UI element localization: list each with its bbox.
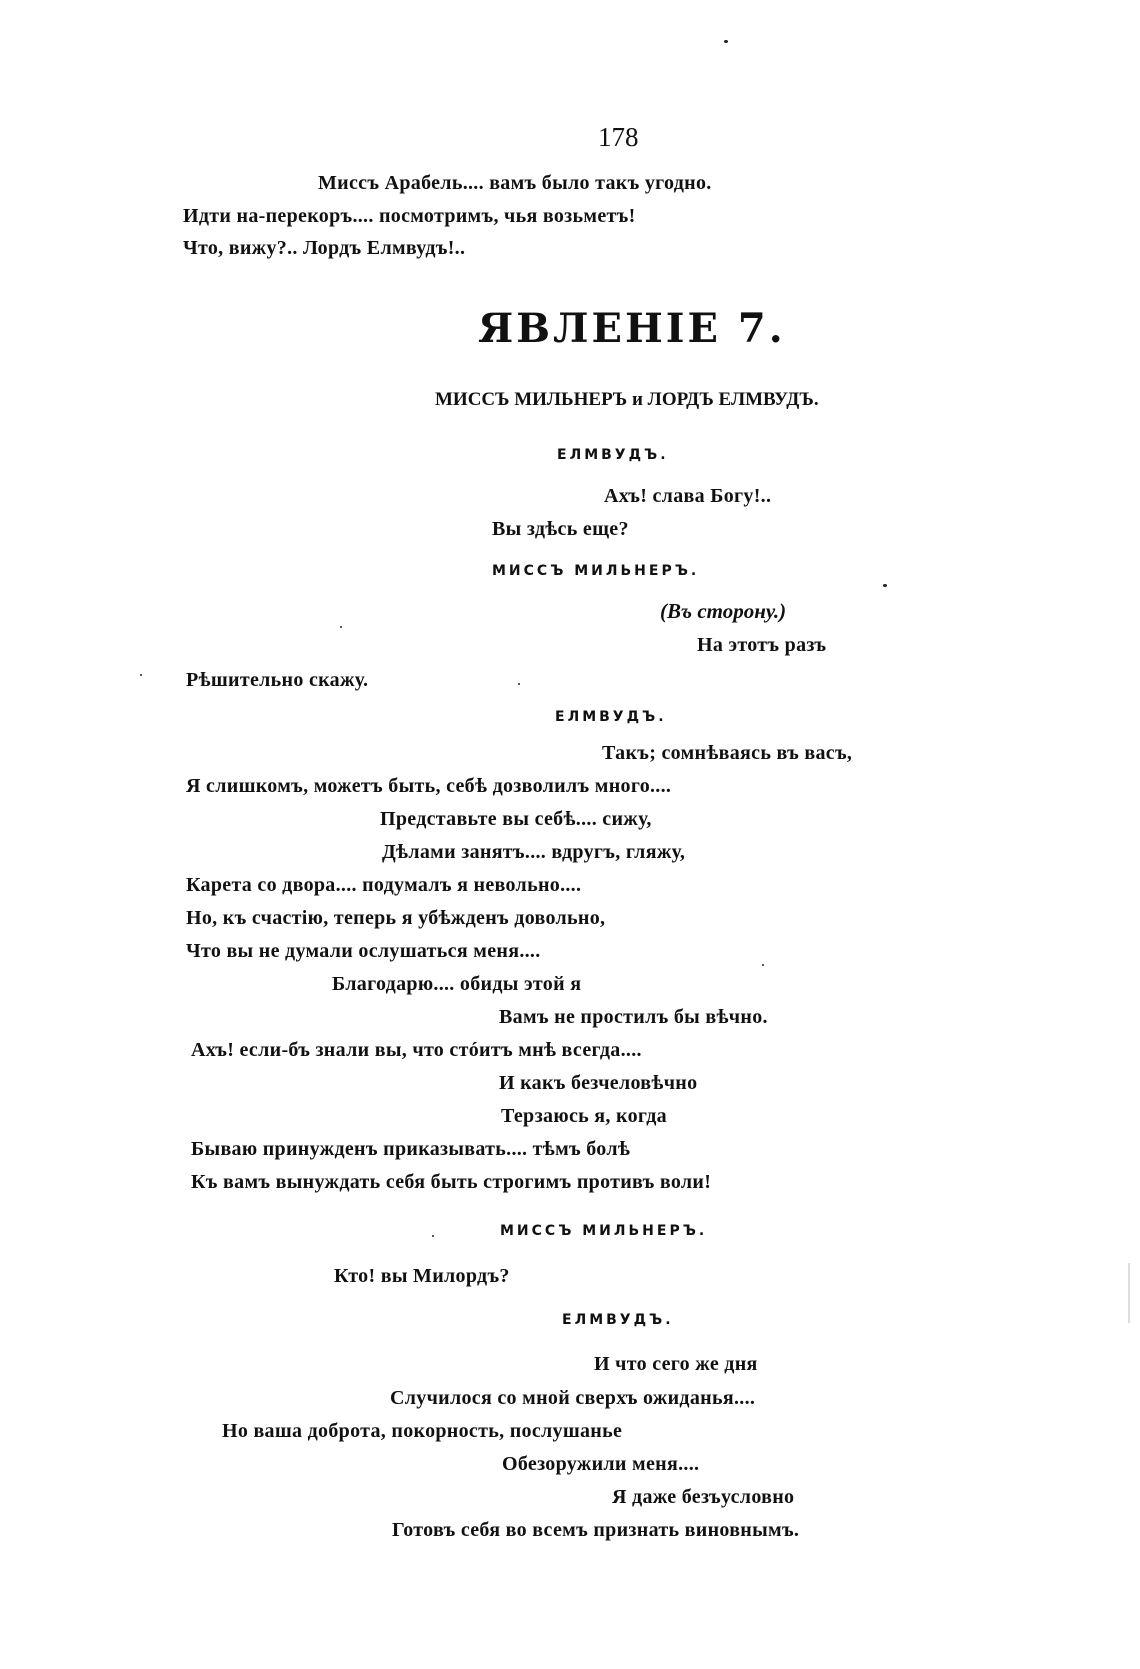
print-speck: [340, 626, 342, 628]
verse-line: Я даже безъусловно: [612, 1486, 795, 1508]
verse-line: Вы здѣсь еще?: [492, 518, 629, 540]
speaker-name: ЕЛМВУДЪ.: [555, 709, 667, 725]
verse-line: Но, къ счастію, теперь я убѣжденъ довольно,: [186, 907, 606, 929]
verse-line: Миссъ Арабель.... вамъ было такъ угодно.: [318, 172, 712, 194]
verse-line: Что, вижу?.. Лордъ Елмвудъ!..: [183, 237, 466, 259]
page-number: 178: [598, 122, 639, 152]
verse-line: Бываю принужденъ приказывать.... тѣмъ болѣ: [191, 1138, 631, 1160]
print-speck: [432, 1235, 434, 1237]
verse-line: Ахъ! если-бъ знали вы, что стóитъ мнѣ всегда....: [191, 1039, 642, 1061]
print-speck: [140, 674, 142, 676]
verse-line: Къ вамъ вынуждать себя быть строгимъ противъ воли!: [191, 1171, 712, 1193]
verse-line: Идти на-перекоръ.... посмотримъ, чья возьметъ!: [183, 205, 636, 227]
verse-line: Благодарю.... обиды этой я: [332, 973, 582, 995]
verse-line: Готовъ себя во всемъ признать виновнымъ.: [392, 1519, 800, 1541]
verse-line: Терзаюсь я, когда: [501, 1105, 667, 1127]
print-speck: [883, 584, 887, 587]
verse-line: Рѣшительно скажу.: [186, 669, 369, 691]
print-speck: [724, 40, 728, 43]
print-speck: [518, 683, 520, 685]
print-speck: [762, 964, 764, 966]
verse-line: Что вы не думали ослушаться меня....: [186, 940, 541, 962]
verse-line: На этотъ разъ: [697, 634, 827, 656]
verse-line: Случилося со мной сверхъ ожиданья....: [390, 1387, 756, 1409]
verse-line: Представьте вы себѣ.... сижу,: [380, 808, 652, 830]
verse-line: Ахъ! слава Богу!..: [604, 485, 772, 507]
verse-line: Я слишкомъ, можетъ быть, себѣ дозволилъ много....: [186, 775, 672, 797]
scene-cast: МИССЪ МИЛЬНЕРЪ и ЛОРДЪ ЕЛМВУДЪ.: [435, 389, 819, 410]
verse-line: Кто! вы Милордъ?: [334, 1265, 510, 1287]
page-edge-mark: [1128, 1263, 1130, 1323]
verse-line: Дѣлами занятъ.... вдругъ, гляжу,: [382, 841, 686, 863]
verse-line: Такъ; сомнѣваясь въ васъ,: [602, 742, 853, 764]
stage-direction: (Въ сторону.): [660, 599, 787, 623]
verse-line: Вамъ не простилъ бы вѣчно.: [499, 1006, 768, 1028]
verse-line: И что сего же дня: [594, 1353, 758, 1375]
speaker-name: ЕЛМВУДЪ.: [557, 447, 669, 463]
verse-line: И какъ безчеловѣчно: [499, 1072, 698, 1094]
verse-line: Карета со двора.... подумалъ я невольно....: [186, 874, 582, 896]
verse-line: Но ваша доброта, покорность, послушанье: [222, 1420, 623, 1442]
speaker-name: ЕЛМВУДЪ.: [562, 1312, 674, 1328]
speaker-name: МИССЪ МИЛЬНЕРЪ.: [492, 563, 700, 579]
scene-heading: ЯВЛЕНІЕ 7.: [478, 305, 786, 352]
verse-line: Обезоружили меня....: [502, 1453, 700, 1475]
speaker-name: МИССЪ МИЛЬНЕРЪ.: [500, 1223, 708, 1239]
